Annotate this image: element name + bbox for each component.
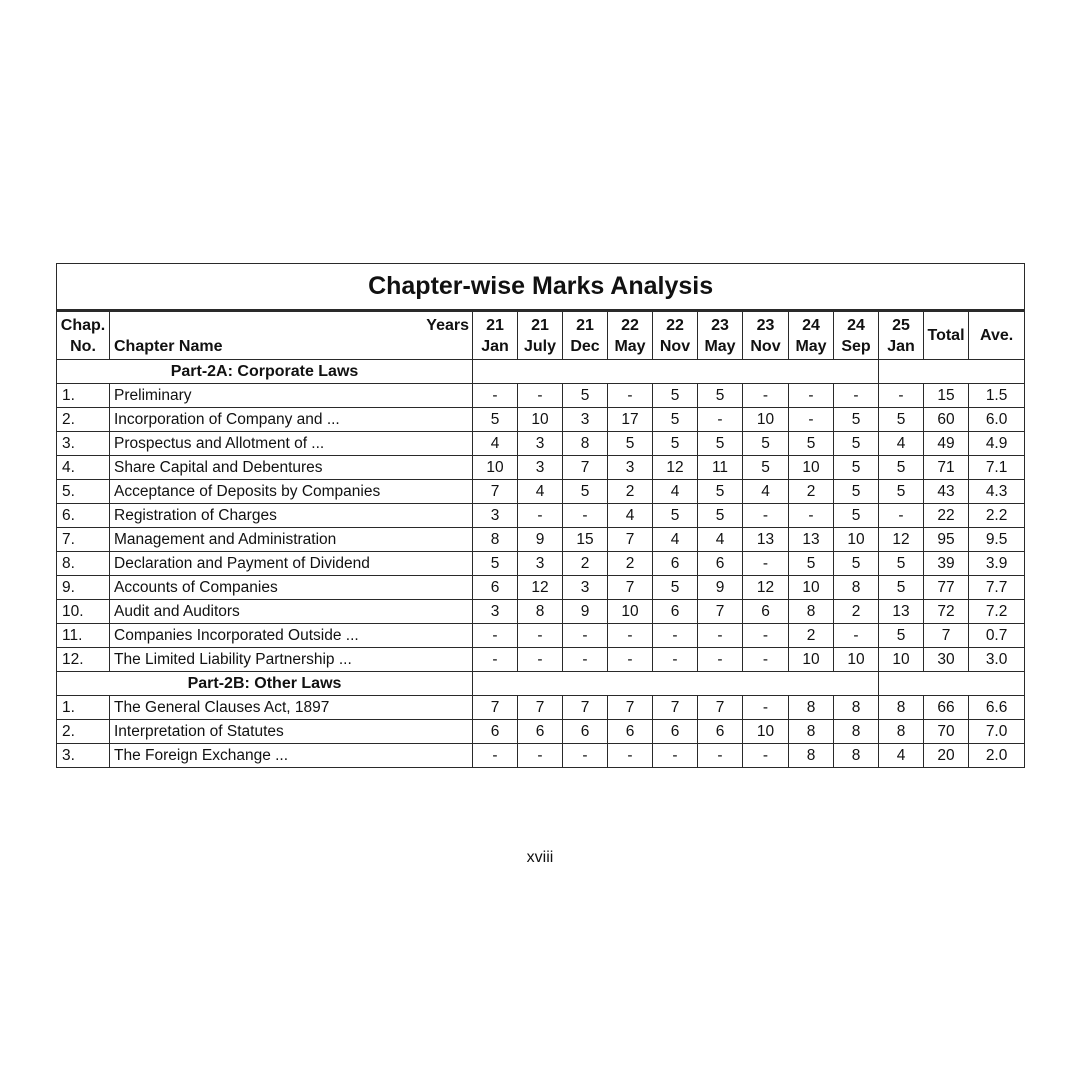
marks-cell: - — [743, 504, 789, 528]
marks-cell: 4 — [473, 432, 518, 456]
chapter-name: Prospectus and Allotment of ... — [110, 432, 473, 456]
month-value: July — [523, 337, 556, 355]
marks-cell: 5 — [698, 432, 743, 456]
title-row — [57, 264, 1025, 311]
marks-cell: - — [698, 624, 743, 648]
marks-cell: 4 — [653, 480, 698, 504]
marks-cell: - — [608, 648, 653, 672]
marks-cell: 8 — [473, 528, 518, 552]
page-number: xviii — [526, 849, 554, 866]
marks-cell: - — [743, 624, 789, 648]
average-cell: 4.3 — [969, 480, 1025, 504]
marks-cell: 4 — [653, 528, 698, 552]
marks-cell: 3 — [518, 432, 563, 456]
marks-cell: - — [743, 384, 789, 408]
year-value: 24 — [802, 316, 820, 334]
marks-cell: 10 — [473, 456, 518, 480]
average-cell: 0.7 — [969, 624, 1025, 648]
year-value: 22 — [621, 316, 639, 334]
total-cell: 7 — [924, 624, 969, 648]
marks-cell: 7 — [473, 696, 518, 720]
marks-cell: - — [518, 744, 563, 768]
marks-cell: 4 — [879, 432, 924, 456]
marks-cell: 3 — [518, 456, 563, 480]
marks-cell: 10 — [834, 648, 879, 672]
marks-cell: 7 — [653, 696, 698, 720]
marks-cell: - — [743, 696, 789, 720]
table-row — [57, 432, 1025, 456]
marks-cell: 6 — [698, 552, 743, 576]
total-cell: 70 — [924, 720, 969, 744]
marks-cell: 10 — [789, 456, 834, 480]
table-row — [57, 720, 1025, 744]
marks-cell: 7 — [518, 696, 563, 720]
marks-cell: 9 — [518, 528, 563, 552]
marks-cell: 5 — [698, 384, 743, 408]
table-title: Chapter-wise Marks Analysis — [57, 264, 1025, 311]
marks-cell: 5 — [608, 432, 653, 456]
marks-cell: - — [608, 744, 653, 768]
chapter-number: 6. — [57, 504, 110, 528]
year-column-header — [563, 311, 608, 360]
marks-cell: 5 — [879, 576, 924, 600]
year-value: 22 — [666, 316, 684, 334]
marks-cell: 7 — [608, 528, 653, 552]
part-heading: Part-2B: Other Laws — [57, 672, 473, 696]
marks-cell: 3 — [473, 600, 518, 624]
marks-table — [56, 263, 1025, 768]
table-row — [57, 408, 1025, 432]
marks-cell: 6 — [743, 600, 789, 624]
part-spacer-cell — [879, 360, 1025, 384]
chapter-number: 2. — [57, 408, 110, 432]
chapter-name: Incorporation of Company and ... — [110, 408, 473, 432]
total-cell: 20 — [924, 744, 969, 768]
average-cell: 3.0 — [969, 648, 1025, 672]
marks-cell: - — [518, 648, 563, 672]
marks-cell: 5 — [743, 432, 789, 456]
marks-cell: 15 — [563, 528, 608, 552]
marks-cell: 5 — [563, 480, 608, 504]
average-cell: 4.9 — [969, 432, 1025, 456]
month-value: Nov — [750, 337, 781, 355]
marks-cell: - — [608, 384, 653, 408]
marks-cell: 2 — [789, 624, 834, 648]
marks-cell: - — [653, 744, 698, 768]
marks-cell: 8 — [518, 600, 563, 624]
table-row — [57, 504, 1025, 528]
chapter-number: 10. — [57, 600, 110, 624]
chapter-name-header — [110, 311, 473, 360]
marks-cell: 5 — [789, 552, 834, 576]
marks-cell: 10 — [518, 408, 563, 432]
marks-cell: 10 — [789, 648, 834, 672]
marks-cell: 5 — [698, 480, 743, 504]
chapter-name: Registration of Charges — [110, 504, 473, 528]
marks-cell: 3 — [518, 552, 563, 576]
average-cell: 7.0 — [969, 720, 1025, 744]
marks-cell: 7 — [563, 456, 608, 480]
year-value: 21 — [531, 316, 549, 334]
marks-cell: 13 — [879, 600, 924, 624]
chapter-number: 1. — [57, 384, 110, 408]
chapter-name: Audit and Auditors — [110, 600, 473, 624]
marks-cell: 3 — [563, 576, 608, 600]
total-cell: 95 — [924, 528, 969, 552]
month-value: May — [614, 337, 646, 355]
month-value: May — [704, 337, 736, 355]
year-column-header — [743, 311, 789, 360]
chapter-name: Management and Administration — [110, 528, 473, 552]
marks-cell: - — [743, 744, 789, 768]
marks-cell: 5 — [743, 456, 789, 480]
average-cell: 6.0 — [969, 408, 1025, 432]
chapter-name: The General Clauses Act, 1897 — [110, 696, 473, 720]
marks-cell: - — [563, 624, 608, 648]
marks-cell: 4 — [743, 480, 789, 504]
marks-cell: 5 — [653, 576, 698, 600]
marks-cell: 2 — [834, 600, 879, 624]
chapter-name-label: Chapter Name — [114, 337, 223, 355]
marks-cell: 7 — [608, 696, 653, 720]
year-column-header — [698, 311, 743, 360]
marks-cell: 6 — [653, 552, 698, 576]
month-value: Sep — [841, 337, 871, 355]
average-cell: 6.6 — [969, 696, 1025, 720]
marks-cell: - — [743, 648, 789, 672]
table-row — [57, 648, 1025, 672]
marks-cell: 10 — [834, 528, 879, 552]
marks-cell: 10 — [789, 576, 834, 600]
marks-cell: 8 — [834, 696, 879, 720]
marks-cell: 12 — [743, 576, 789, 600]
total-cell: 30 — [924, 648, 969, 672]
marks-cell: 5 — [789, 432, 834, 456]
marks-cell: 4 — [518, 480, 563, 504]
total-cell: 72 — [924, 600, 969, 624]
year-value: 24 — [847, 316, 865, 334]
table-row — [57, 384, 1025, 408]
marks-cell: - — [879, 384, 924, 408]
table-row — [57, 480, 1025, 504]
header-row — [57, 311, 1025, 360]
chapter-number: 9. — [57, 576, 110, 600]
table-row — [57, 552, 1025, 576]
marks-cell: 8 — [879, 720, 924, 744]
marks-cell: 13 — [789, 528, 834, 552]
marks-cell: 5 — [653, 408, 698, 432]
year-value: 21 — [576, 316, 594, 334]
total-cell: 66 — [924, 696, 969, 720]
marks-cell: 5 — [834, 432, 879, 456]
marks-cell: - — [518, 504, 563, 528]
marks-cell: 5 — [879, 456, 924, 480]
marks-cell: 8 — [789, 744, 834, 768]
chapter-number: 7. — [57, 528, 110, 552]
marks-cell: 8 — [834, 576, 879, 600]
chapter-name: Share Capital and Debentures — [110, 456, 473, 480]
part-spacer-cell — [473, 672, 879, 696]
marks-cell: - — [834, 384, 879, 408]
year-column-header — [789, 311, 834, 360]
marks-cell: 5 — [879, 624, 924, 648]
table-row — [57, 576, 1025, 600]
marks-cell: - — [789, 408, 834, 432]
marks-cell: 13 — [743, 528, 789, 552]
marks-cell: 5 — [653, 504, 698, 528]
month-value: Dec — [570, 337, 600, 355]
marks-cell: 5 — [698, 504, 743, 528]
chapter-name: Acceptance of Deposits by Companies — [110, 480, 473, 504]
marks-cell: 5 — [879, 552, 924, 576]
marks-cell: - — [473, 624, 518, 648]
marks-cell: 5 — [879, 480, 924, 504]
marks-cell: 9 — [563, 600, 608, 624]
marks-cell: 5 — [834, 456, 879, 480]
marks-cell: - — [653, 624, 698, 648]
marks-cell: 5 — [834, 480, 879, 504]
part-spacer-cell — [879, 672, 1025, 696]
average-cell: 1.5 — [969, 384, 1025, 408]
year-column-header — [518, 311, 563, 360]
table-row — [57, 600, 1025, 624]
marks-cell: - — [473, 384, 518, 408]
chapter-name: Companies Incorporated Outside ... — [110, 624, 473, 648]
marks-cell: 5 — [834, 504, 879, 528]
marks-cell: 8 — [789, 600, 834, 624]
total-cell: 22 — [924, 504, 969, 528]
chapter-number: 3. — [57, 744, 110, 768]
marks-cell: 2 — [608, 552, 653, 576]
chapter-name: Accounts of Companies — [110, 576, 473, 600]
chapter-name: The Foreign Exchange ... — [110, 744, 473, 768]
marks-cell: 12 — [879, 528, 924, 552]
marks-cell: - — [789, 384, 834, 408]
total-header: Total — [924, 311, 969, 360]
chapter-number: 8. — [57, 552, 110, 576]
total-cell: 39 — [924, 552, 969, 576]
marks-cell: 5 — [653, 432, 698, 456]
marks-cell: - — [608, 624, 653, 648]
marks-cell: 3 — [608, 456, 653, 480]
year-column-header — [653, 311, 698, 360]
year-value: 23 — [711, 316, 729, 334]
chapter-name: Declaration and Payment of Dividend — [110, 552, 473, 576]
marks-cell: 10 — [879, 648, 924, 672]
average-cell: 3.9 — [969, 552, 1025, 576]
table-row — [57, 696, 1025, 720]
total-cell: 71 — [924, 456, 969, 480]
chap-no-line1: Chap. — [60, 316, 106, 334]
total-cell: 77 — [924, 576, 969, 600]
marks-cell: 5 — [653, 384, 698, 408]
year-value: 23 — [756, 316, 775, 334]
marks-cell: 7 — [563, 696, 608, 720]
marks-cell: 6 — [608, 720, 653, 744]
marks-cell: - — [698, 408, 743, 432]
chapter-number: 12. — [57, 648, 110, 672]
chapter-number: 11. — [57, 624, 110, 648]
chapter-number: 5. — [57, 480, 110, 504]
table-row — [57, 744, 1025, 768]
chapter-name: Interpretation of Statutes — [110, 720, 473, 744]
marks-cell: 8 — [834, 744, 879, 768]
year-value: 25 — [892, 316, 910, 334]
marks-cell: 5 — [473, 408, 518, 432]
marks-cell: 17 — [608, 408, 653, 432]
marks-cell: - — [563, 504, 608, 528]
year-column-header — [834, 311, 879, 360]
marks-cell: - — [653, 648, 698, 672]
marks-cell: 12 — [653, 456, 698, 480]
marks-cell: 9 — [698, 576, 743, 600]
marks-cell: 5 — [834, 552, 879, 576]
marks-cell: - — [473, 648, 518, 672]
part-heading: Part-2A: Corporate Laws — [57, 360, 473, 384]
year-value: 21 — [486, 316, 504, 334]
marks-cell: 12 — [518, 576, 563, 600]
marks-cell: 7 — [698, 600, 743, 624]
marks-cell: 5 — [879, 408, 924, 432]
month-value: Jan — [887, 337, 915, 355]
marks-cell: - — [698, 648, 743, 672]
total-cell: 49 — [924, 432, 969, 456]
marks-cell: 6 — [518, 720, 563, 744]
marks-cell: 8 — [879, 696, 924, 720]
average-cell: 2.2 — [969, 504, 1025, 528]
marks-cell: - — [879, 504, 924, 528]
marks-cell: 8 — [834, 720, 879, 744]
chapter-name: The Limited Liability Partnership ... — [110, 648, 473, 672]
marks-cell: 4 — [698, 528, 743, 552]
chapter-number: 3. — [57, 432, 110, 456]
average-cell: 7.2 — [969, 600, 1025, 624]
marks-cell: 3 — [473, 504, 518, 528]
chapter-number: 1. — [57, 696, 110, 720]
total-cell: 15 — [924, 384, 969, 408]
year-column-header — [473, 311, 518, 360]
marks-cell: - — [834, 624, 879, 648]
marks-cell: 5 — [563, 384, 608, 408]
month-value: Nov — [659, 337, 691, 355]
marks-cell: 5 — [473, 552, 518, 576]
marks-cell: 8 — [563, 432, 608, 456]
marks-cell: 6 — [473, 720, 518, 744]
average-header: Ave. — [969, 311, 1025, 360]
marks-cell: 2 — [563, 552, 608, 576]
marks-cell: 2 — [789, 480, 834, 504]
years-label: Years — [426, 316, 469, 334]
marks-cell: 3 — [563, 408, 608, 432]
year-column-header — [879, 311, 924, 360]
chap-no-header — [57, 311, 110, 360]
marks-cell: 7 — [608, 576, 653, 600]
marks-cell: - — [518, 624, 563, 648]
marks-cell: - — [518, 384, 563, 408]
marks-analysis-sheet — [56, 263, 1024, 768]
marks-cell: - — [743, 552, 789, 576]
part-spacer-cell — [473, 360, 879, 384]
marks-cell: 6 — [698, 720, 743, 744]
table-row — [57, 456, 1025, 480]
marks-cell: 10 — [608, 600, 653, 624]
marks-cell: - — [563, 744, 608, 768]
marks-cell: 7 — [473, 480, 518, 504]
chap-no-line2: No. — [70, 337, 96, 355]
chapter-name: Preliminary — [110, 384, 473, 408]
marks-cell: 4 — [608, 504, 653, 528]
marks-cell: 6 — [563, 720, 608, 744]
marks-cell: - — [473, 744, 518, 768]
part-heading-row — [57, 360, 1025, 384]
month-value: Jan — [481, 337, 509, 355]
marks-cell: 7 — [698, 696, 743, 720]
average-cell: 2.0 — [969, 744, 1025, 768]
average-cell: 7.1 — [969, 456, 1025, 480]
marks-cell: - — [698, 744, 743, 768]
marks-cell: 8 — [789, 696, 834, 720]
marks-cell: 2 — [608, 480, 653, 504]
total-cell: 60 — [924, 408, 969, 432]
marks-cell: 5 — [834, 408, 879, 432]
marks-cell: 10 — [743, 720, 789, 744]
table-row — [57, 624, 1025, 648]
marks-cell: 11 — [698, 456, 743, 480]
total-cell: 43 — [924, 480, 969, 504]
marks-cell: 6 — [653, 720, 698, 744]
average-cell: 9.5 — [969, 528, 1025, 552]
marks-cell: - — [563, 648, 608, 672]
average-cell: 7.7 — [969, 576, 1025, 600]
table-row — [57, 528, 1025, 552]
month-value: May — [795, 337, 827, 355]
marks-cell: - — [789, 504, 834, 528]
chapter-number: 2. — [57, 720, 110, 744]
year-column-header — [608, 311, 653, 360]
marks-cell: 4 — [879, 744, 924, 768]
marks-cell: 6 — [473, 576, 518, 600]
marks-cell: 6 — [653, 600, 698, 624]
marks-cell: 10 — [743, 408, 789, 432]
part-heading-row — [57, 672, 1025, 696]
chapter-number: 4. — [57, 456, 110, 480]
marks-cell: 8 — [789, 720, 834, 744]
